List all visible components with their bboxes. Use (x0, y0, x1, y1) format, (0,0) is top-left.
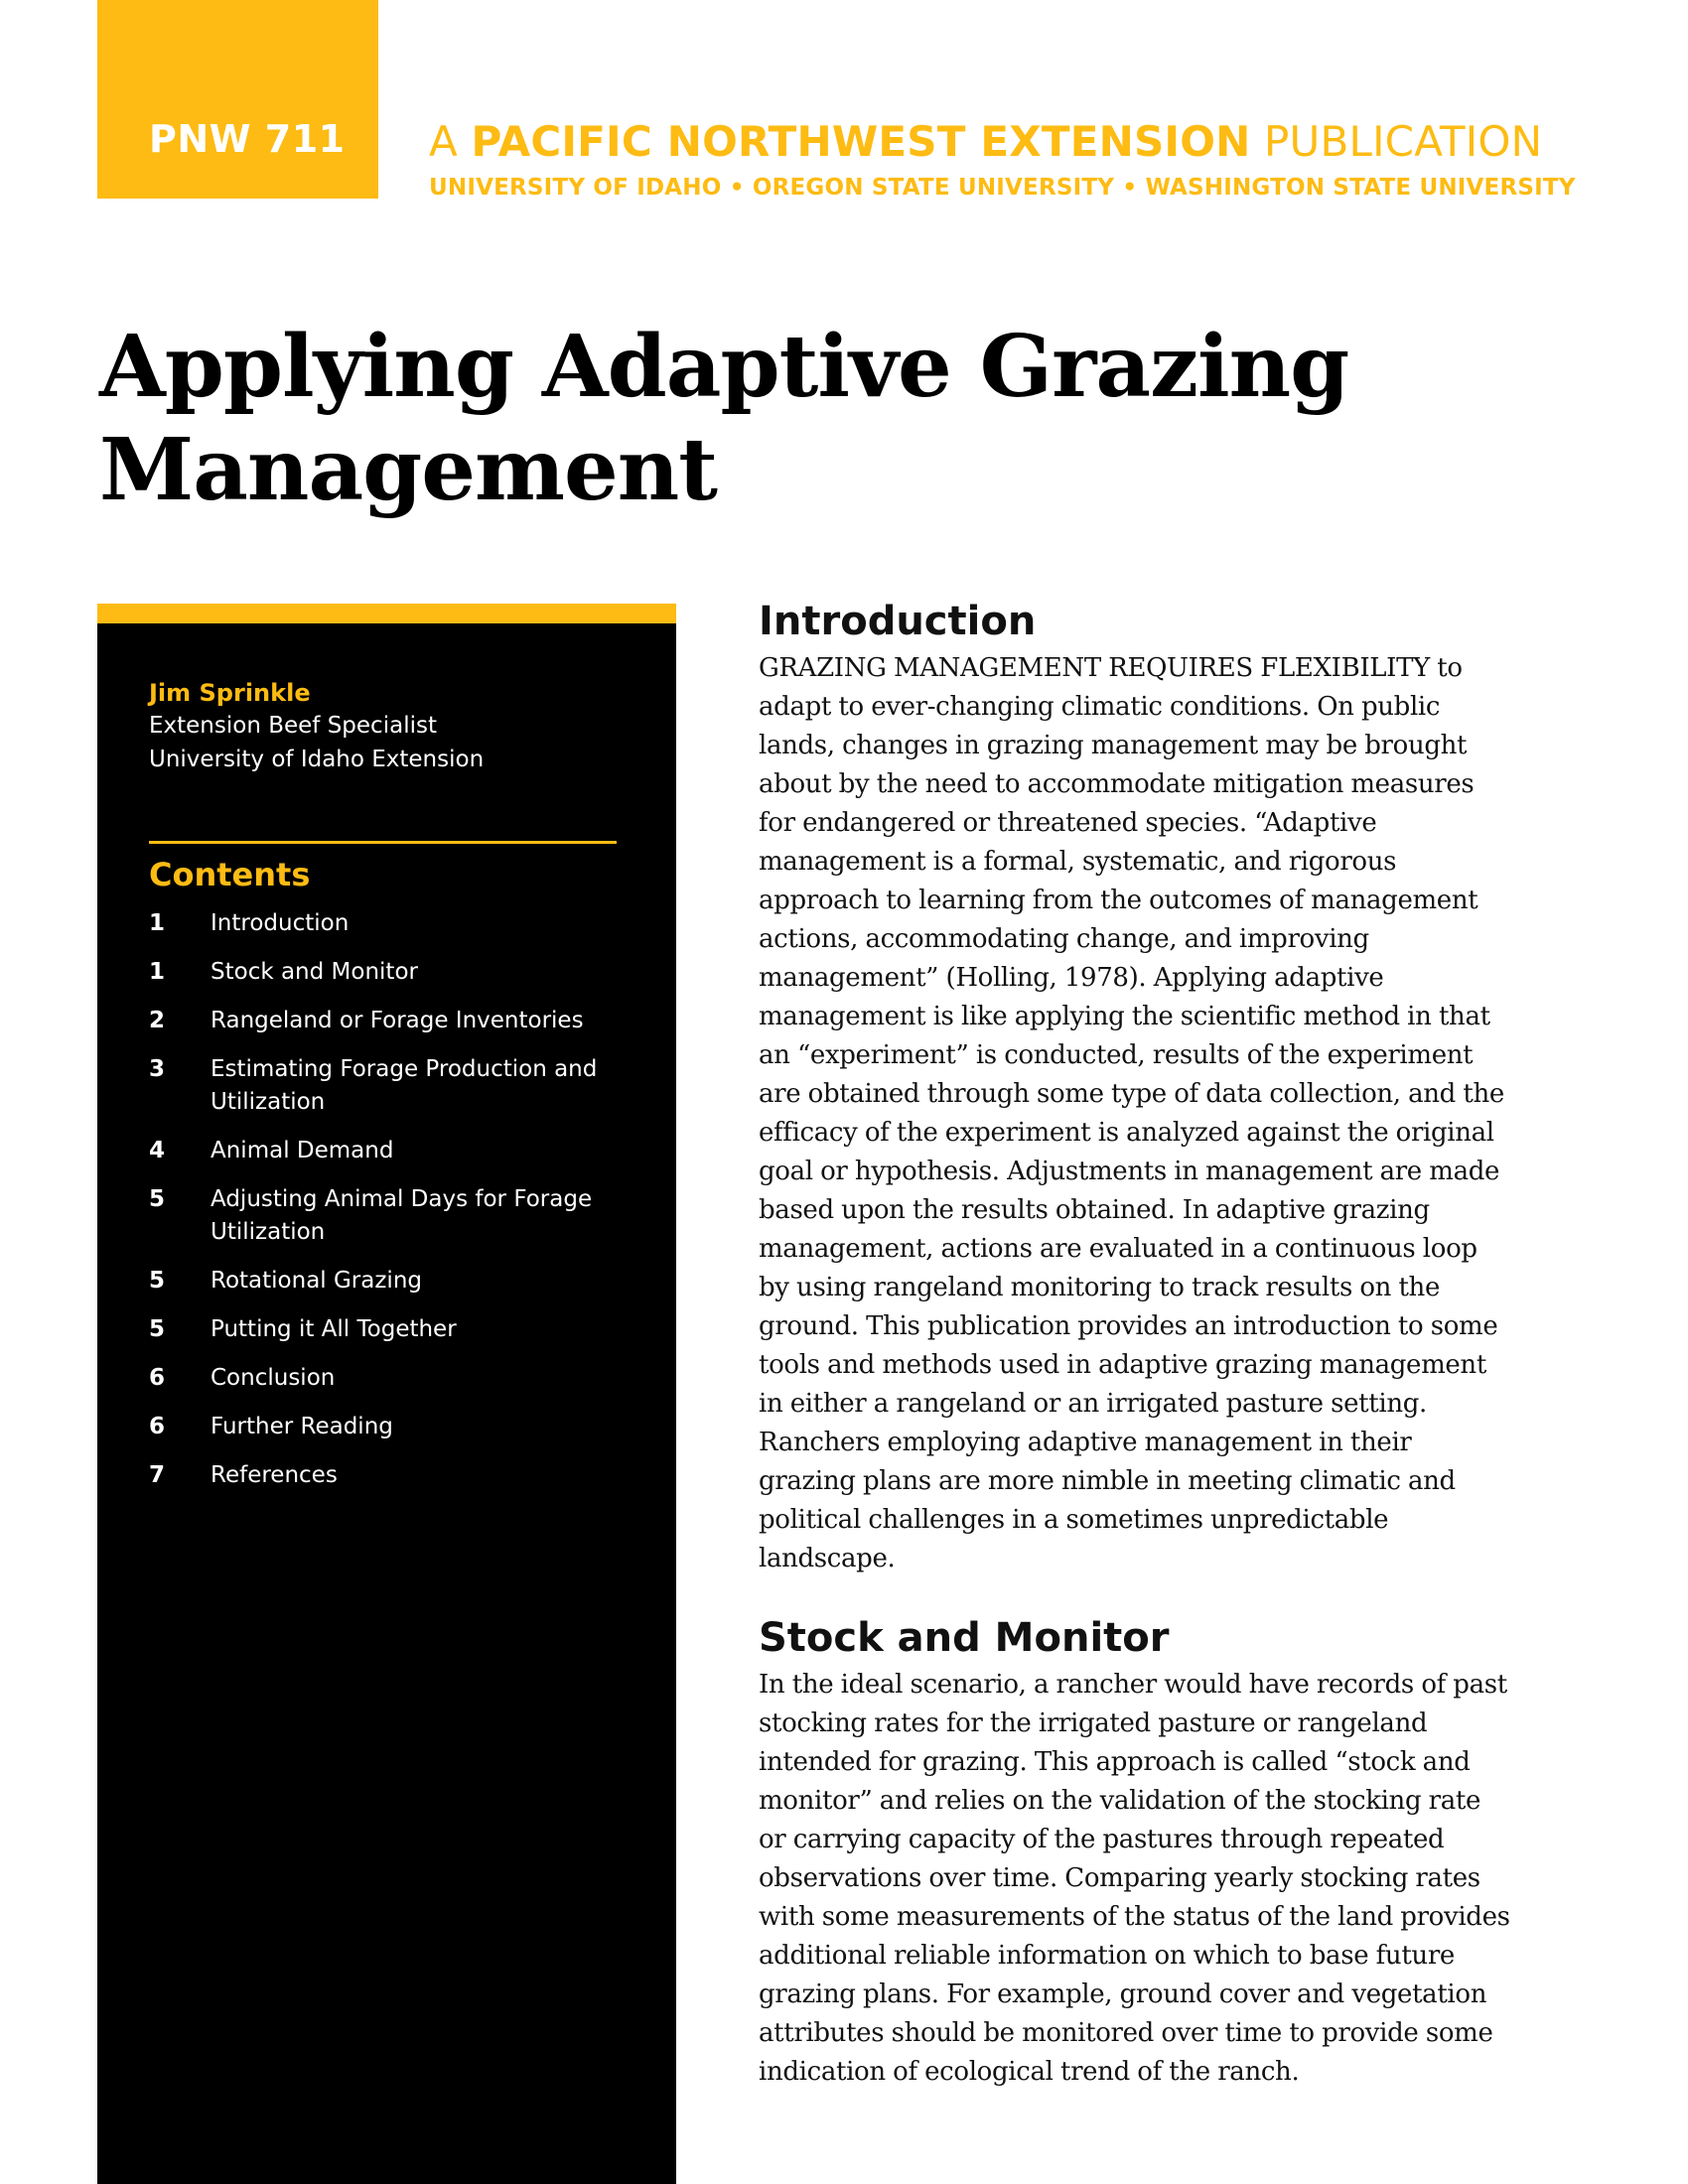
toc-item[interactable] (149, 1005, 626, 1037)
toc-item-label: Conclusion (211, 1365, 336, 1391)
main-content (759, 594, 1513, 2092)
toc-item[interactable] (149, 1053, 626, 1119)
toc-item[interactable] (149, 907, 626, 940)
title-line-1: Applying Adaptive Grazing (99, 317, 1349, 417)
stock-and-monitor-heading: Stock and Monitor (759, 1615, 1170, 1661)
section-spacer (759, 1578, 1513, 1610)
toc-item-label: Rotational Grazing (211, 1268, 422, 1294)
universities-line: UNIVERSITY OF IDAHO • OREGON STATE UNIVERSITY • WASHINGTON STATE UNIVERSITY (429, 175, 1576, 201)
sidebar-accent-bar (97, 604, 676, 623)
toc-page-number: 1 (149, 959, 166, 985)
toc-item-label: Adjusting Animal Days for Forage Utilization (211, 1186, 593, 1245)
toc-item[interactable] (149, 956, 626, 989)
toc-page-number: 2 (149, 1008, 166, 1033)
toc-item-label: Rangeland or Forage Inventories (211, 1008, 584, 1033)
toc-page-number: 1 (149, 910, 166, 936)
toc-item-label: Estimating Forage Production and Utilization (211, 1056, 598, 1115)
toc-item-label: Introduction (211, 910, 350, 936)
toc-item-label: Animal Demand (211, 1138, 394, 1163)
toc-page-number: 5 (149, 1186, 166, 1212)
toc-item[interactable] (149, 1313, 626, 1346)
contents-heading: Contents (149, 856, 311, 893)
series-name: PACIFIC NORTHWEST EXTENSION (471, 117, 1251, 166)
author-organization: University of Idaho Extension (149, 747, 485, 772)
introduction-body: GRAZING MANAGEMENT REQUIRES FLEXIBILITY to adapt to ever-changing climatic conditions. On public lands, changes in grazing management may be brought about by the need to accommodate mitigation measures for endangered or threatened species. “Adaptive management is a formal, systematic, and rigorous approach to learning from the outcomes of management actions, accommodating change, and improving management” (Holling, 1978). Applying adaptive management is like applying the scientific method in that an “experiment” is conducted, results of the experiment are obtained through some type of data collection, and the efficacy of the experiment is analyzed against the original goal or hypothesis. Adjustments in management are made based upon the results obtained. In adaptive grazing management, actions are evaluated in a continuous loop by using rangeland monitoring to track results on the ground. This publication provides an introduction to some tools and methods used in adaptive grazing management in either a rangeland or an irrigated pasture setting. Ranchers employing adaptive management in their grazing plans are more nimble in meeting climatic and political challenges in a sometimes unpredictable landscape. (759, 653, 1504, 1573)
title-line-2: Management (99, 420, 717, 520)
publication-tab (97, 0, 378, 199)
toc-item[interactable] (149, 1411, 626, 1443)
toc-page-number: 5 (149, 1316, 166, 1342)
toc-page-number: 6 (149, 1414, 166, 1439)
series-prefix: A (429, 117, 472, 166)
publication-code: PNW 711 (149, 117, 346, 161)
author-role: Extension Beef Specialist (149, 713, 437, 739)
introduction-heading: Introduction (759, 599, 1037, 644)
toc-page-number: 4 (149, 1138, 166, 1163)
publication-series (429, 117, 1542, 166)
toc-item[interactable] (149, 1183, 626, 1249)
toc-item[interactable] (149, 1459, 626, 1492)
stock-and-monitor-body: In the ideal scenario, a rancher would have records of past stocking rates for the irrigated pasture or rangeland intended for grazing. This approach is called “stock and monitor” and relies on the validation of the stocking rate or carrying capacity of the pastures through repeated observations over time. Comparing yearly stocking rates with some measurements of the status of the land provides additional reliable information on which to base future grazing plans. For example, ground cover and vegetation attributes should be monitored over time to provide some indication of ecological trend of the ranch. (759, 1670, 1510, 2087)
toc-item-label: Stock and Monitor (211, 959, 418, 985)
author-name: Jim Sprinkle (149, 679, 311, 707)
toc-item[interactable] (149, 1362, 626, 1395)
toc-page-number: 3 (149, 1056, 166, 1082)
toc-item-label: References (211, 1462, 338, 1488)
toc-page-number: 6 (149, 1365, 166, 1391)
toc-item[interactable] (149, 1265, 626, 1297)
toc-item[interactable] (149, 1135, 626, 1167)
page-title (99, 316, 1390, 522)
toc-page-number: 5 (149, 1268, 166, 1294)
series-suffix: PUBLICATION (1250, 117, 1543, 166)
contents-divider (149, 841, 617, 844)
toc-page-number: 7 (149, 1462, 166, 1488)
table-of-contents (149, 907, 626, 1508)
toc-item-label: Putting it All Together (211, 1316, 457, 1342)
toc-item-label: Further Reading (211, 1414, 393, 1439)
